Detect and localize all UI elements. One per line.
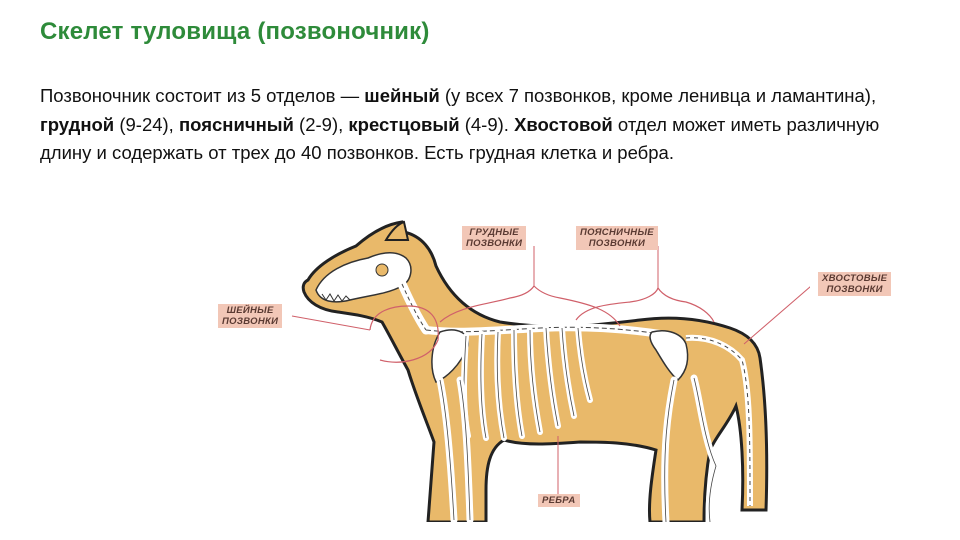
label-cervical-vertebrae: ШЕЙНЫЕ ПОЗВОНКИ	[218, 304, 282, 328]
term-thoracic: грудной	[40, 113, 115, 135]
term-sacral: крестцовый	[348, 113, 460, 135]
label-ribs: РЕБРА	[538, 494, 580, 507]
slide-paragraph	[40, 82, 920, 168]
term-caudal: Хвостовой	[514, 113, 613, 135]
text-thoracic-range: (9-24),	[114, 113, 179, 135]
text-sacral-range: (4-9).	[459, 113, 515, 135]
label-thoracic-vertebrae: ГРУДНЫЕ ПОЗВОНКИ	[462, 226, 526, 250]
text-intro: Позвоночник состоит из 5 отделов —	[40, 85, 365, 106]
label-lumbar-vertebrae: ПОЯСНИЧНЫЕ ПОЗВОНКИ	[576, 226, 658, 250]
term-lumbar: поясничный	[178, 113, 294, 135]
dog-skeleton-figure	[222, 210, 888, 522]
text-caudal-note: отдел может иметь различную длину и содержать от трех до 40 позвонков. Есть грудная клетка и ребра.	[40, 113, 880, 163]
skull-eye-socket	[376, 264, 388, 276]
term-cervical: шейный	[364, 85, 440, 106]
dog-skeleton-illustration	[290, 210, 810, 522]
text-lumbar-range: (2-9),	[293, 113, 349, 135]
slide-title: Скелет туловища (позвоночник)	[40, 18, 430, 45]
text-cervical-note: (у всех 7 позвонков, кроме ленивца и ламантина),	[439, 85, 877, 106]
label-caudal-vertebrae: ХВОСТОВЫЕ ПОЗВОНКИ	[818, 272, 891, 296]
